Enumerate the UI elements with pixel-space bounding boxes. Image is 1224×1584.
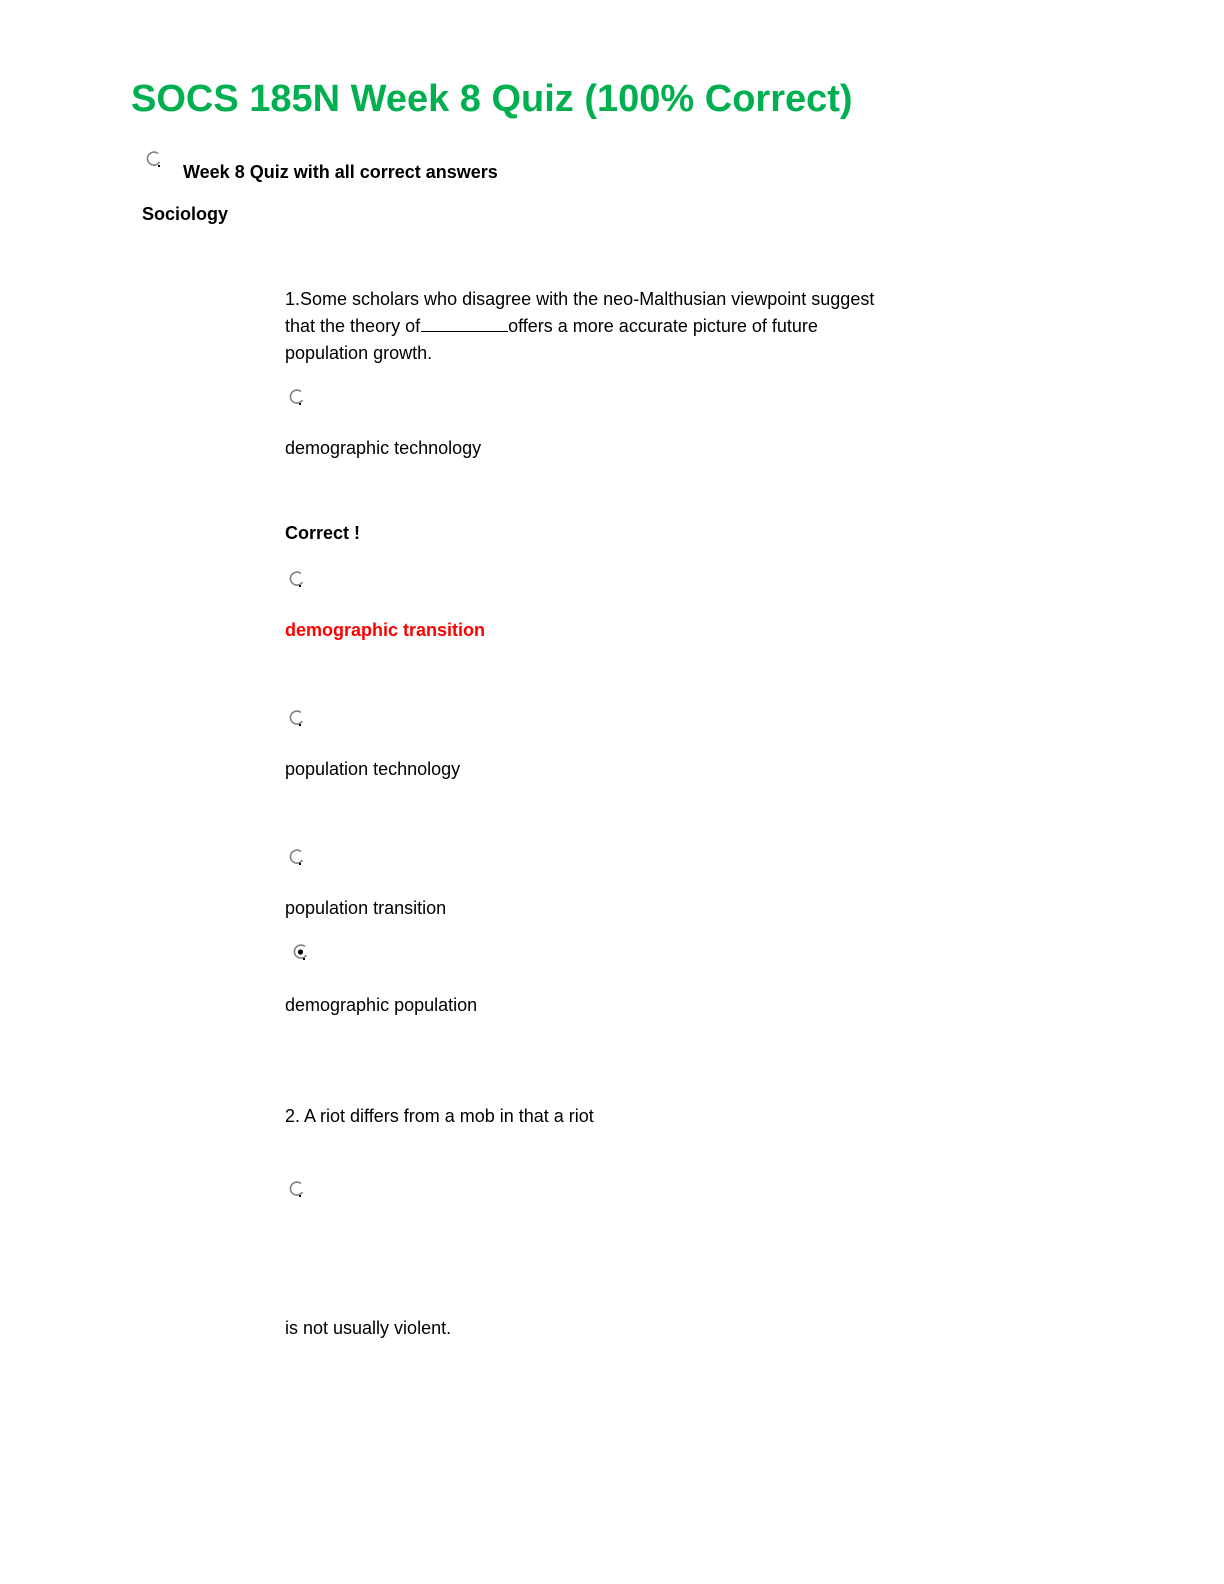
radio-button[interactable]	[288, 1180, 306, 1198]
option-label: is not usually violent.	[285, 1318, 452, 1338]
radio-button-selected[interactable]	[292, 943, 310, 961]
correct-label: Correct !	[285, 523, 361, 543]
option-label: population technology	[285, 759, 461, 779]
radio-button[interactable]	[145, 150, 163, 168]
radio-button[interactable]	[288, 709, 306, 727]
option-label: demographic technology	[285, 438, 482, 458]
question-1-text: 1.Some scholars who disagree with the neo-Malthusian viewpoint suggest that the theory of offers a more accurate picture of future population growth.	[285, 289, 875, 363]
option-label: population transition	[285, 898, 447, 918]
radio-button[interactable]	[288, 388, 306, 406]
fill-blank	[421, 317, 508, 332]
radio-button[interactable]	[288, 570, 306, 588]
page-title: SOCS 185N Week 8 Quiz (100% Correct)	[131, 78, 853, 120]
radio-button[interactable]	[288, 848, 306, 866]
correct-answer-label: demographic transition	[285, 620, 486, 640]
subject-heading: Sociology	[142, 204, 229, 224]
option-label: demographic population	[285, 995, 478, 1015]
quiz-subtitle: Week 8 Quiz with all correct answers	[183, 162, 498, 182]
question-2-text: 2. A riot differs from a mob in that a riot	[285, 1106, 594, 1126]
